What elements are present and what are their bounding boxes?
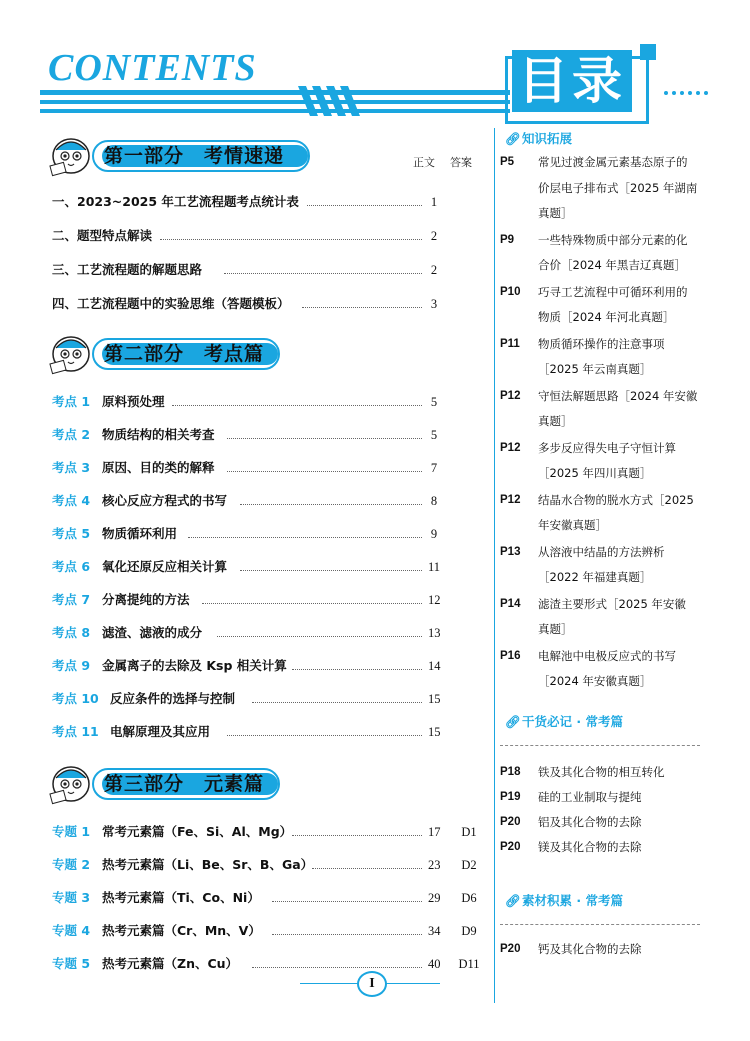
sidebar-entry-text: 铁及其化合物的相互转化	[538, 765, 665, 779]
sidebar-entry-text: ［2025 年云南真题］	[538, 362, 652, 376]
toc-row-tag: 专题 2	[52, 857, 91, 872]
sidebar-entry[interactable]	[500, 810, 705, 835]
toc-row-title: 一、2023~2025 年工艺流程题考点统计表	[52, 192, 301, 212]
section-title: 第二部分 考点篇	[104, 343, 265, 365]
toc-row-tag: 考点 6	[52, 559, 91, 574]
toc-row-tag: 考点 10	[52, 691, 99, 706]
column-header-main: 正文	[413, 156, 435, 169]
toc-row-page: 2	[430, 229, 438, 243]
toc-row[interactable]	[52, 888, 477, 908]
page-number: I	[357, 971, 387, 997]
toc-row[interactable]	[52, 822, 477, 842]
toc-row-answer: D11	[458, 957, 480, 971]
section-banner-part2	[48, 334, 308, 374]
toc-row-tag: 考点 3	[52, 460, 91, 475]
contents-title: CONTENTS	[48, 47, 257, 89]
sidebar-entry-page: P20	[500, 841, 521, 853]
toc-row-page: 13	[428, 626, 441, 640]
sidebar-entry[interactable]	[500, 835, 705, 860]
toc-row-page: 14	[428, 659, 441, 673]
toc-row-tag: 专题 3	[52, 890, 91, 905]
toc-row-tag: 专题 5	[52, 956, 91, 971]
toc-row-title: 反应条件的选择与控制	[110, 689, 237, 709]
sidebar-entry-text: 常见过渡金属元素基态原子的	[538, 155, 688, 169]
sidebar-heading-knowledge: 🔗︎知识拓展	[505, 131, 573, 146]
toc-row-page: 17	[428, 825, 441, 839]
sidebar-entry-text: 结晶水合物的脱水方式［2025	[538, 492, 694, 507]
sidebar-entry-page: P12	[500, 493, 521, 506]
toc-row-answer: D1	[461, 825, 477, 839]
section-banner-part1	[48, 136, 318, 176]
section-title: 第三部分 元素篇	[104, 773, 265, 795]
sidebar-entry-text: 守恒法解题思路［2024 年安徽	[538, 388, 698, 403]
sidebar-entry[interactable]	[500, 592, 705, 643]
decor-square	[640, 44, 656, 60]
toc-row-answer: D6	[461, 891, 477, 905]
mascot-icon	[48, 330, 94, 376]
sidebar-entry-page: P16	[500, 649, 521, 662]
toc-row-tag: 考点 11	[52, 724, 99, 739]
toc-row-tag: 考点 7	[52, 592, 91, 607]
sidebar-entry-text: 钙及其化合物的去除	[538, 942, 642, 956]
toc-row-title: 氧化还原反应相关计算	[102, 557, 229, 577]
sidebar-entry-text: 物质［2024 年河北真题］	[538, 310, 675, 324]
toc-row-title: 电解原理及其应用	[110, 722, 212, 742]
sidebar-entry-page: P12	[500, 389, 521, 402]
sidebar-entry-text: 从溶液中结晶的方法辨析	[538, 544, 665, 559]
toc-row-title: 热考元素篇（Li、Be、Sr、B、Ga）	[102, 855, 315, 875]
toc-row-title: 四、工艺流程题中的实验思维（答题模板）	[52, 294, 292, 314]
toc-row-tag: 考点 8	[52, 625, 91, 640]
toc-row[interactable]	[52, 425, 477, 445]
toc-row[interactable]	[52, 491, 477, 511]
toc-row-page: 40	[428, 957, 441, 971]
sidebar-entry[interactable]	[500, 644, 705, 695]
toc-row-title: 分离提纯的方法	[102, 590, 192, 610]
toc-row-page: 3	[430, 297, 438, 311]
toc-row[interactable]	[52, 192, 477, 212]
toc-row-title: 热考元素篇（Zn、Cu）	[102, 954, 240, 974]
toc-row-title: 物质循环利用	[102, 524, 179, 544]
toc-row-title: 常考元素篇（Fe、Si、Al、Mg）	[102, 822, 294, 842]
toc-row-title: 热考元素篇（Cr、Mn、V）	[102, 921, 263, 941]
sidebar-entry[interactable]	[500, 785, 705, 810]
sidebar-entry-text: 电解池中电极反应式的书写	[538, 648, 676, 663]
sidebar-entry-text: 合价［2024 年黑吉辽真题］	[538, 258, 686, 272]
sidebar-entry-text: ［2022 年福建真题］	[538, 570, 652, 584]
toc-row-tag: 考点 9	[52, 658, 91, 673]
sidebar-entry-page: P13	[500, 545, 521, 558]
toc-row-title: 二、题型特点解读	[52, 226, 154, 246]
toc-row[interactable]	[52, 524, 477, 544]
toc-row-title: 物质结构的相关考查	[102, 425, 217, 445]
sidebar-heading-dry: 🔗︎干货必记 · 常考篇	[505, 714, 623, 729]
mascot-icon	[48, 132, 94, 178]
toc-row-title: 滤渣、滤液的成分	[102, 623, 204, 643]
link-icon: 🔗︎	[505, 131, 521, 146]
sidebar-entry-page: P9	[500, 233, 515, 246]
toc-row-page: 5	[430, 395, 438, 409]
toc-row-page: 9	[430, 527, 438, 541]
sidebar-entry-text: 镁及其化合物的去除	[538, 840, 642, 854]
dashed-separator	[500, 745, 700, 746]
toc-row-page: 5	[430, 428, 438, 442]
toc-row[interactable]	[52, 458, 477, 478]
sidebar-entry-text: 真题］	[538, 622, 573, 636]
sidebar-entry-text: ［2024 年安徽真题］	[538, 674, 652, 688]
sidebar-entry-page: P19	[500, 791, 521, 803]
toc-row-page: 29	[428, 891, 441, 905]
sidebar-entry-page: P18	[500, 766, 521, 778]
sidebar-heading-material: 🔗︎素材积累 · 常考篇	[505, 893, 623, 908]
sidebar-entry-page: P10	[500, 285, 521, 298]
mascot-icon	[48, 760, 94, 806]
toc-row-title: 原因、目的类的解释	[102, 458, 217, 478]
toc-row[interactable]	[52, 623, 477, 643]
toc-row-page: 2	[430, 263, 438, 277]
toc-row-page: 23	[428, 858, 441, 872]
toc-row-title: 金属离子的去除及 Ksp 相关计算	[102, 656, 289, 676]
sidebar-entry[interactable]	[500, 228, 705, 279]
decor-dots	[662, 88, 712, 98]
sidebar-entry-text: 铝及其化合物的去除	[538, 815, 642, 829]
toc-row[interactable]	[52, 590, 477, 610]
dashed-separator	[500, 924, 700, 925]
header-stripes	[40, 86, 520, 118]
title-box-label: 目录	[512, 50, 632, 112]
toc-row-page: 34	[428, 924, 441, 938]
toc-row-title: 三、工艺流程题的解题思路	[52, 260, 204, 280]
sidebar-entry-text: 一些特殊物质中部分元素的化	[538, 232, 688, 247]
column-header-answer: 答案	[450, 156, 472, 169]
sidebar-entry-text: 滤渣主要形式［2025 年安徽	[538, 596, 686, 611]
sidebar-entry-text: 真题］	[538, 414, 573, 428]
link-icon: 🔗︎	[505, 893, 521, 908]
toc-row-page: 15	[428, 725, 441, 739]
toc-row-tag: 考点 4	[52, 493, 91, 508]
sidebar-entry-page: P12	[500, 441, 521, 454]
sidebar-entry[interactable]	[500, 937, 705, 962]
sidebar-entry-text: ［2025 年四川真题］	[538, 466, 652, 480]
sidebar-entry-text: 真题］	[538, 206, 573, 220]
sidebar-entry[interactable]	[500, 760, 705, 785]
link-icon: 🔗︎	[505, 714, 521, 729]
toc-row-page: 12	[428, 593, 441, 607]
toc-row[interactable]	[52, 656, 477, 676]
toc-row-answer: D9	[461, 924, 477, 938]
sidebar-entry-page: P20	[500, 943, 521, 955]
sidebar-entry[interactable]	[500, 436, 705, 487]
sidebar-entry-page: P5	[500, 156, 515, 168]
toc-row-page: 15	[428, 692, 441, 706]
sidebar-entry-text: 价层电子排布式［2025 年湖南	[538, 180, 698, 195]
toc-row[interactable]	[52, 954, 480, 974]
toc-row[interactable]	[52, 689, 477, 709]
toc-row-tag: 考点 5	[52, 526, 91, 541]
toc-row[interactable]	[52, 260, 477, 280]
sidebar-entry-page: P14	[500, 597, 521, 610]
toc-row[interactable]	[52, 226, 477, 246]
toc-row[interactable]	[52, 921, 477, 941]
toc-row-page: 7	[430, 461, 438, 475]
sidebar-entry[interactable]	[500, 150, 705, 227]
sidebar-divider	[494, 128, 495, 1003]
sidebar-entry-page: P11	[500, 337, 520, 350]
toc-row[interactable]	[52, 392, 477, 412]
toc-row[interactable]	[52, 557, 477, 577]
toc-row-page: 11	[428, 560, 441, 574]
sidebar-entry[interactable]	[500, 488, 705, 539]
toc-row-page: 1	[430, 195, 438, 209]
toc-row-tag: 专题 4	[52, 923, 91, 938]
sidebar-entry-text: 巧寻工艺流程中可循环利用的	[538, 284, 688, 299]
section-title: 第一部分 考情速递	[104, 145, 285, 167]
sidebar-entry[interactable]	[500, 280, 705, 331]
sidebar-entry-page: P20	[500, 816, 521, 828]
sidebar-entry[interactable]	[500, 332, 705, 383]
toc-row-page: 8	[430, 494, 438, 508]
toc-row-answer: D2	[461, 858, 477, 872]
sidebar-entry-text: 多步反应得失电子守恒计算	[538, 440, 676, 455]
toc-row[interactable]	[52, 855, 477, 875]
toc-row-title: 热考元素篇（Ti、Co、Ni）	[102, 888, 262, 908]
toc-row-title: 核心反应方程式的书写	[102, 491, 229, 511]
toc-row-tag: 专题 1	[52, 824, 91, 839]
sidebar-entry-text: 物质循环操作的注意事项	[538, 336, 665, 351]
toc-row-title: 原料预处理	[102, 392, 167, 412]
toc-row[interactable]	[52, 294, 477, 314]
toc-row[interactable]	[52, 722, 477, 742]
sidebar-entry[interactable]	[500, 540, 705, 591]
sidebar-entry-text: 年安徽真题］	[538, 518, 607, 532]
sidebar-entry-text: 硅的工业制取与提纯	[538, 790, 642, 804]
toc-row-tag: 考点 1	[52, 394, 91, 409]
toc-row-tag: 考点 2	[52, 427, 91, 442]
section-banner-part3	[48, 764, 308, 804]
sidebar-entry[interactable]	[500, 384, 705, 435]
